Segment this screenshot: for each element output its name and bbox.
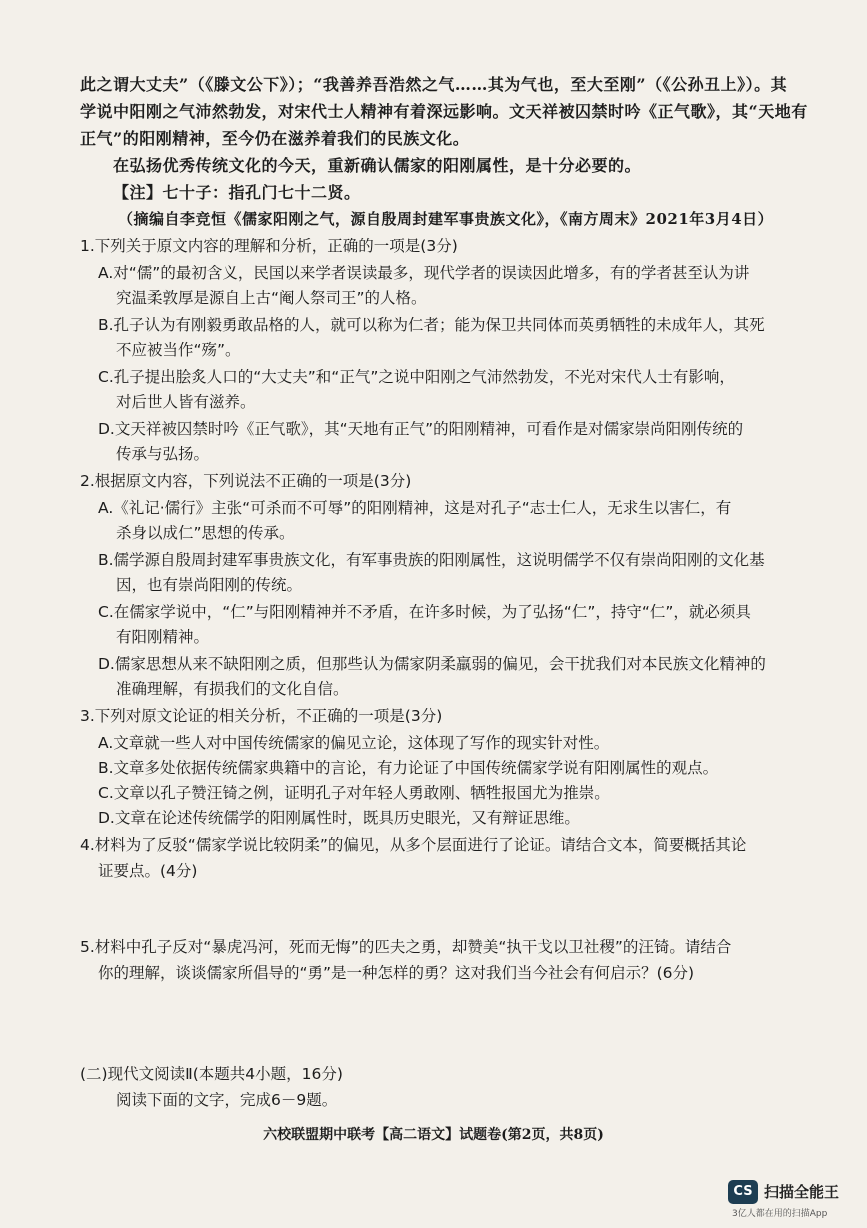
q2-option-d: D.儒家思想从来不缺阳刚之质，但那些认为儒家阴柔羸弱的偏见，会干扰我们对本民族文化精神的 bbox=[98, 655, 766, 673]
question-4-stem-cont: 证要点。(4分) bbox=[98, 862, 198, 880]
question-4-stem: 4.材料为了反驳“儒家学说比较阴柔”的偏见，从多个层面进行了论证。请结合文本，简要概括其论 bbox=[80, 836, 747, 854]
q2-option-c-cont: 有阳刚精神。 bbox=[116, 628, 210, 646]
q2-option-a-cont: 杀身以成仁”思想的传承。 bbox=[116, 524, 295, 542]
q3-option-c: C.文章以孔子赞汪锜之例，证明孔子对年轻人勇敢刚、牺牲报国尤为推崇。 bbox=[98, 784, 610, 802]
q2-option-b: B.儒学源自殷周封建军事贵族文化，有军事贵族的阳刚属性，这说明儒学不仅有崇尚阳刚的文化基 bbox=[98, 551, 765, 569]
q2-option-b-cont: 因，也有崇尚阳刚的传统。 bbox=[116, 576, 303, 594]
section-heading: (二)现代文阅读Ⅱ(本题共4小题，16分) bbox=[80, 1065, 343, 1083]
question-5-stem: 5.材料中孔子反对“暴虎冯河，死而无悔”的匹夫之勇，却赞美“执干戈以卫社稷”的汪锜。请结合 bbox=[80, 938, 732, 956]
q1-option-b-cont: 不应被当作“殇”。 bbox=[116, 341, 241, 359]
question-2-stem: 2.根据原文内容，下列说法不正确的一项是(3分) bbox=[80, 472, 412, 490]
answer-space-q4 bbox=[98, 886, 758, 932]
q1-option-d: D.文天祥被囚禁时吟《正气歌》，其“天地有正气”的阳刚精神，可看作是对儒家崇尚阳刚传统的 bbox=[98, 420, 744, 438]
passage-line-2: 学说中阳刚之气沛然勃发，对宋代士人精神有着深远影响。文天祥被囚禁时吟《正气歌》，其“天地有 bbox=[80, 102, 808, 121]
answer-space-q5 bbox=[98, 988, 758, 1058]
passage-source: （摘编自李竞恒《儒家阳刚之气，源自殷周封建军事贵族文化》，《南方周末》2021年3月4日） bbox=[118, 210, 774, 228]
passage-line-1: 此之谓大丈夫”（《滕文公下》）；“我善养吾浩然之气……其为气也，至大至刚”（《公孙丑上》）。其 bbox=[80, 75, 788, 94]
question-5-stem-cont: 你的理解，谈谈儒家所倡导的“勇”是一种怎样的勇？这对我们当今社会有何启示？(6分) bbox=[98, 964, 695, 982]
passage-line-4: 在弘扬优秀传统文化的今天，重新确认儒家的阳刚属性，是十分必要的。 bbox=[113, 156, 642, 175]
q2-option-d-cont: 准确理解，有损我们的文化自信。 bbox=[116, 680, 349, 698]
q3-option-a: A.文章就一些人对中国传统儒家的偏见立论，这体现了写作的现实针对性。 bbox=[98, 734, 610, 752]
q2-option-a: A.《礼记·儒行》主张“可杀而不可辱”的阳刚精神，这是对孔子“志士仁人，无求生以害仁，有 bbox=[98, 499, 732, 517]
watermark-subtitle: 3亿人都在用的扫描App bbox=[732, 1209, 828, 1219]
page-footer: 六校联盟期中联考【高二语文】试题卷(第2页，共8页) bbox=[263, 1127, 604, 1143]
passage-note: 【注】七十子：指孔门七十二贤。 bbox=[113, 183, 361, 202]
q1-option-c: C.孔子提出脍炙人口的“大丈夫”和“正气”之说中阳刚之气沛然勃发，不光对宋代人士有影响， bbox=[98, 368, 735, 386]
q1-option-d-cont: 传承与弘扬。 bbox=[116, 445, 210, 463]
question-1-stem: 1.下列关于原文内容的理解和分析，正确的一项是(3分) bbox=[80, 237, 458, 255]
q3-option-b: B.文章多处依据传统儒家典籍中的言论，有力论证了中国传统儒家学说有阳刚属性的观点。 bbox=[98, 759, 719, 777]
watermark-title: 扫描全能王 bbox=[764, 1183, 840, 1201]
scanner-watermark bbox=[728, 1180, 853, 1220]
question-3-stem: 3.下列对原文论证的相关分析，不正确的一项是(3分) bbox=[80, 707, 443, 725]
section-instruction: 阅读下面的文字，完成6－9题。 bbox=[116, 1091, 338, 1109]
q2-option-c: C.在儒家学说中，“仁”与阳刚精神并不矛盾，在许多时候，为了弘扬“仁”，持守“仁”，就必须具 bbox=[98, 603, 751, 621]
passage-line-3: 正气”的阳刚精神，至今仍在滋养着我们的民族文化。 bbox=[80, 129, 470, 148]
q3-option-d: D.文章在论述传统儒学的阳刚属性时，既具历史眼光，又有辩证思维。 bbox=[98, 809, 580, 827]
q1-option-a-cont: 究温柔敦厚是源自上古“阉人祭司王”的人格。 bbox=[116, 289, 427, 307]
q1-option-a: A.对“儒”的最初含义，民国以来学者误读最多，现代学者的误读因此增多，有的学者甚至认为讲 bbox=[98, 264, 750, 282]
q1-option-c-cont: 对后世人皆有滋养。 bbox=[116, 393, 256, 411]
q1-option-b: B.孔子认为有刚毅勇敢品格的人，就可以称为仁者；能为保卫共同体而英勇牺牲的未成年人，其死 bbox=[98, 316, 765, 334]
camscanner-logo-icon: CS bbox=[728, 1180, 758, 1204]
